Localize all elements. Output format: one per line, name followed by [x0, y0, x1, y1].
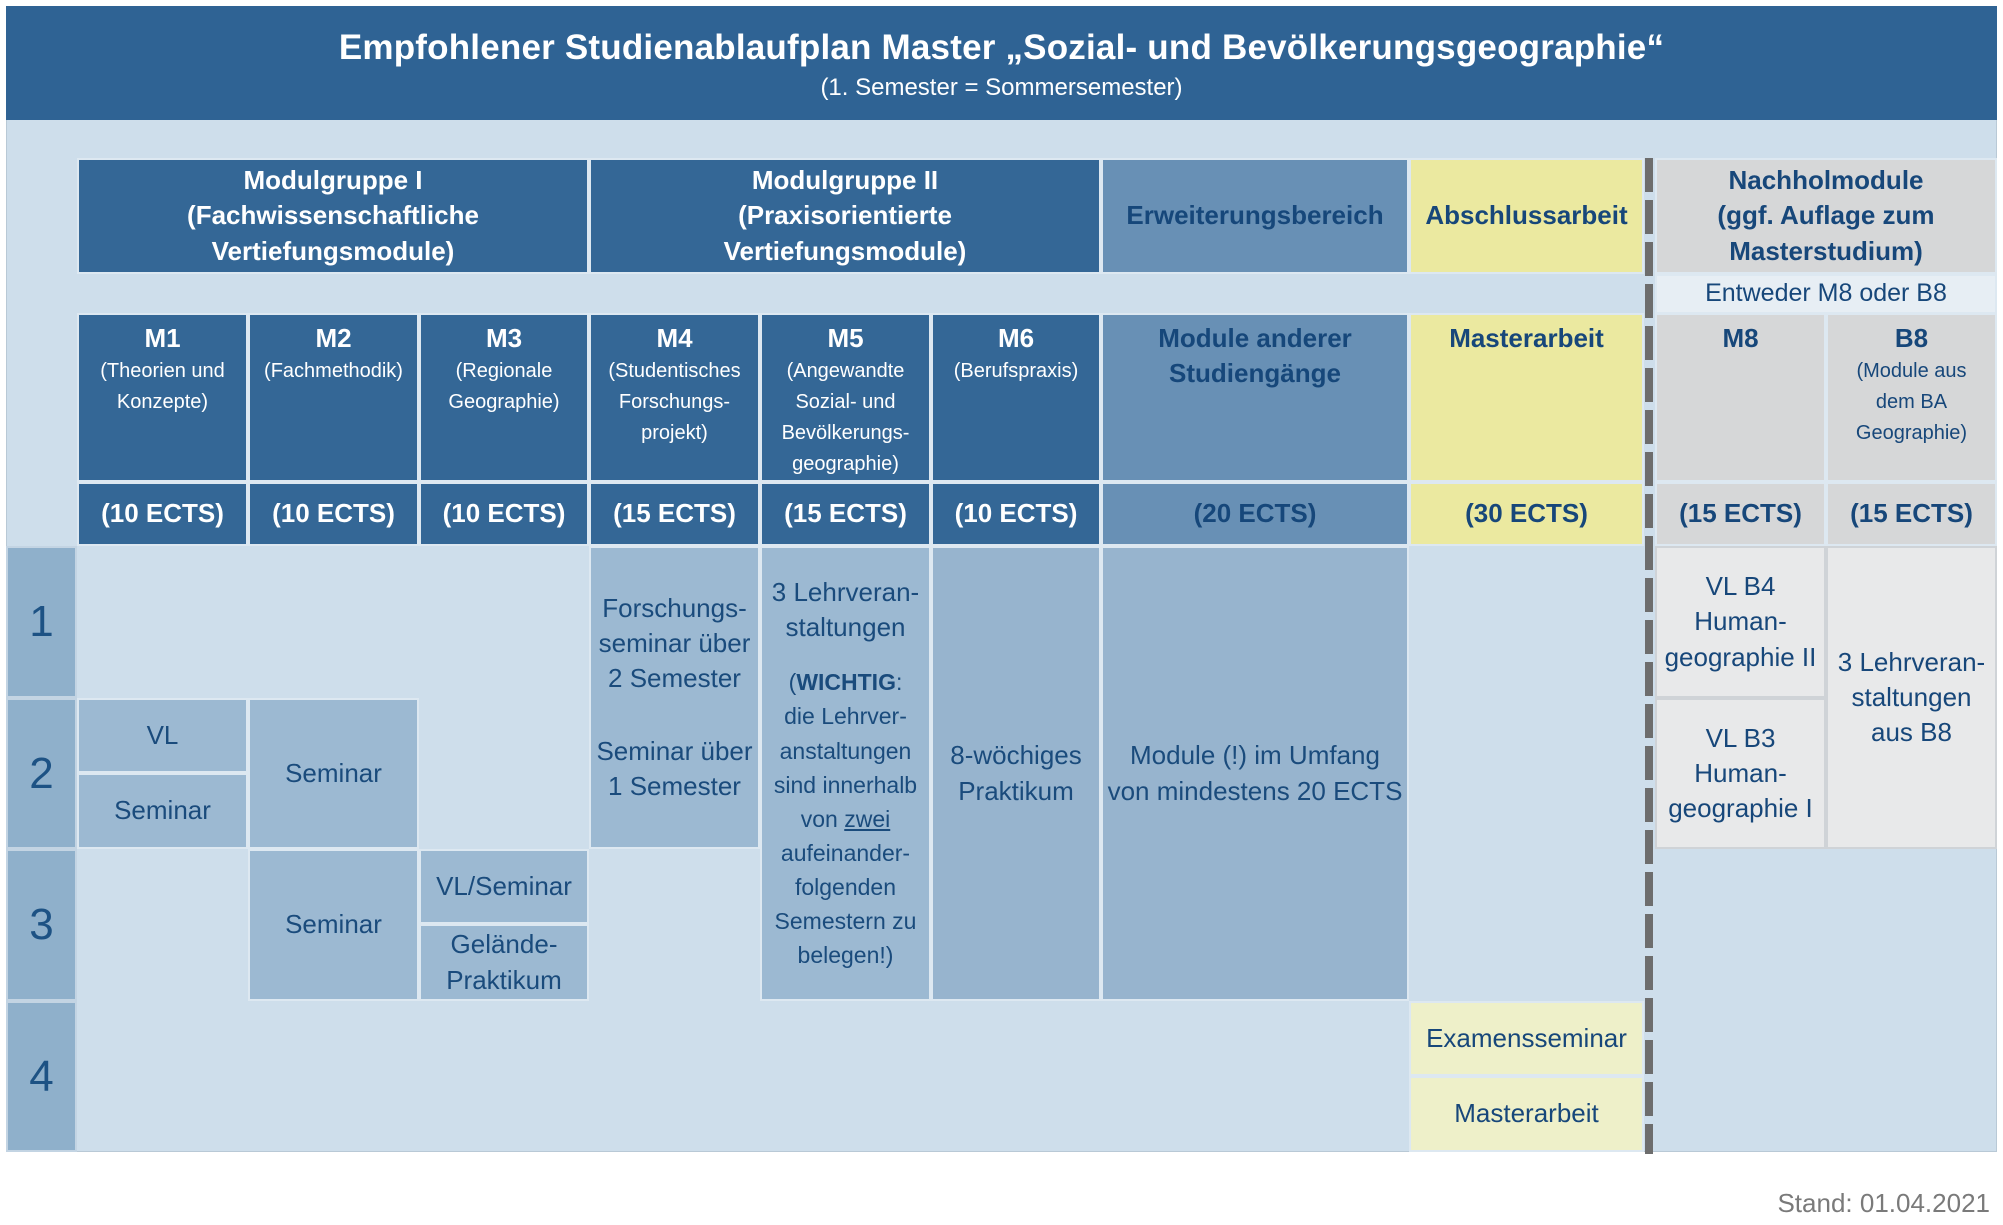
module-desc: (Module aus: [1856, 360, 1967, 383]
dashed-divider: [1645, 158, 1653, 1154]
cell-line: VL B4: [1705, 571, 1776, 602]
cell-line: die Lehrver-: [784, 703, 907, 730]
cell-m4-forschungsseminar: [589, 546, 760, 849]
cell-line: 1 Semester: [608, 771, 741, 802]
module-header-m1: [77, 313, 248, 482]
semester-label-1: 1: [6, 546, 77, 698]
module-header-andere-studiengaenge: [1101, 313, 1409, 482]
cell-line: aufeinander-: [780, 839, 911, 866]
group-header-erweiterungsbereich: [1101, 158, 1409, 274]
header-line: Modulgruppe II: [751, 165, 939, 196]
module-desc: projekt): [641, 422, 708, 445]
cell-line: 3 Lehrveran-: [1837, 646, 1986, 677]
cell-line: 3 Lehrveran-: [771, 577, 920, 608]
ects-m6: (10 ECTS): [931, 482, 1101, 546]
module-desc: Forschungs-: [618, 391, 731, 414]
module-code: M6: [997, 323, 1035, 353]
cell-vl-b3: [1655, 698, 1826, 849]
ects-b8: (15 ECTS): [1826, 482, 1997, 546]
cell-line: Human-: [1694, 606, 1787, 637]
semester-label-3: 3: [6, 849, 77, 1001]
cell-m2-seminar-sem3: Seminar: [248, 849, 419, 1001]
cell-line: staltungen: [1851, 681, 1972, 712]
cell-line: von mindestens 20 ECTS: [1107, 775, 1403, 806]
cell-m6-praktikum: [931, 546, 1101, 1001]
cell-m2-seminar-sem2: Seminar: [248, 698, 419, 849]
header-line: Vertiefungsmodule): [723, 235, 967, 266]
module-header-m8: [1655, 313, 1826, 482]
group-header-nachholmodule: [1655, 158, 1997, 274]
group-header-abschlussarbeit: [1409, 158, 1644, 274]
cell-line: 2 Semester: [608, 662, 741, 693]
page-title: Empfohlener Studienablaufplan Master „Sozial- und Bevölkerungsgeographie“: [338, 28, 1665, 67]
ects-masterarbeit: (30 ECTS): [1409, 482, 1644, 546]
cell-line: [801, 802, 891, 836]
ects-m5: (15 ECTS): [760, 482, 931, 546]
ects-m8: (15 ECTS): [1655, 482, 1826, 546]
cell-line: seminar über: [598, 627, 751, 658]
module-desc: geographie): [792, 453, 899, 476]
ects-m2: (10 ECTS): [248, 482, 419, 546]
title-banner: [6, 6, 1997, 120]
cell-line: staltungen: [785, 612, 906, 643]
header-line: Masterstudium): [1729, 235, 1923, 266]
ects-m4: (15 ECTS): [589, 482, 760, 546]
cell-line: Human-: [1694, 757, 1787, 788]
module-desc: Geographie): [448, 391, 560, 414]
module-code: M8: [1722, 323, 1759, 353]
module-desc: dem BA: [1875, 391, 1948, 414]
cell-m1-vl: VL: [77, 698, 248, 773]
group-header-modulgruppe-1: [77, 158, 589, 274]
module-desc: (Fachmethodik): [264, 360, 403, 383]
ects-m1: (10 ECTS): [77, 482, 248, 546]
module-title: Studiengänge: [1169, 358, 1341, 389]
module-desc: Konzepte): [116, 391, 209, 414]
module-desc: (Berufspraxis): [953, 360, 1079, 383]
cell-line: folgenden: [794, 873, 897, 900]
cell-line: Seminar über: [596, 736, 753, 767]
module-code: M3: [485, 323, 523, 353]
module-header-masterarbeit: [1409, 313, 1644, 482]
cell-line: geographie I: [1668, 793, 1813, 824]
module-desc: Bevölkerungs-: [781, 422, 910, 445]
cell-line: Gelände-: [450, 929, 558, 960]
module-code: M1: [144, 323, 181, 353]
header-line: Abschlussarbeit: [1425, 200, 1628, 231]
page-subtitle: (1. Semester = Sommersemester): [820, 74, 1183, 101]
module-header-m4: [589, 313, 760, 482]
module-desc: (Angewandte: [786, 360, 905, 383]
module-code: M4: [656, 323, 693, 353]
cell-b8-lehrveranstaltungen: [1826, 546, 1997, 849]
cell-line: anstaltungen: [779, 737, 912, 764]
header-line: (Fachwissenschaftliche: [187, 200, 479, 231]
cell-line: (WICHTIG:: [788, 669, 903, 696]
cell-line: VL B3: [1705, 722, 1776, 753]
cell-m5-lehrveranstaltungen: [760, 546, 931, 1001]
header-line: Vertiefungsmodule): [211, 235, 455, 266]
module-header-m3: [419, 313, 589, 482]
cell-line: Module (!) im Umfang: [1130, 740, 1380, 771]
cell-line: aus B8: [1871, 717, 1952, 748]
cell-module-anderer-studiengaenge: [1101, 546, 1409, 1001]
module-title: Masterarbeit: [1449, 323, 1604, 353]
cell-line: sind innerhalb: [773, 771, 918, 798]
module-desc: (Theorien und: [100, 360, 225, 383]
emphasis-zwei: zwei: [844, 805, 891, 832]
group-header-modulgruppe-2: [589, 158, 1101, 274]
module-header-m6: [931, 313, 1101, 482]
cell-vl-b4: [1655, 546, 1826, 698]
module-desc: (Regionale: [455, 360, 553, 383]
cell-masterarbeit: Masterarbeit: [1409, 1076, 1644, 1152]
header-line: Erweiterungsbereich: [1126, 200, 1384, 231]
stand-date: Stand: 01.04.2021: [1777, 1188, 1990, 1218]
cell-examensseminar: Examensseminar: [1409, 1001, 1644, 1076]
header-line: Nachholmodule: [1728, 165, 1924, 196]
ects-m3: (10 ECTS): [419, 482, 589, 546]
cell-m3-gelaendepraktikum: [419, 924, 589, 1001]
module-desc: Sozial- und: [795, 391, 896, 414]
choice-text: Entweder M8 oder B8: [1705, 279, 1947, 308]
cell-line: Semestern zu: [774, 907, 917, 934]
cell-line: Praktikum: [446, 964, 562, 995]
cell-line: belegen!): [797, 941, 894, 968]
module-code: M2: [315, 323, 352, 353]
cell-m1-seminar: Seminar: [77, 773, 248, 849]
module-code: M5: [827, 323, 864, 353]
header-line: (ggf. Auflage zum: [1717, 200, 1935, 231]
semester-label-4: 4: [6, 1001, 77, 1152]
module-desc: Geographie): [1855, 422, 1968, 445]
module-header-b8: [1826, 313, 1997, 482]
important-label: WICHTIG: [796, 669, 896, 696]
cell-word: von: [800, 805, 838, 832]
module-title: Module anderer: [1158, 323, 1352, 353]
cell-line: Forschungs-: [602, 592, 747, 623]
cell-line: geographie II: [1664, 641, 1817, 672]
header-line: Modulgruppe I: [243, 165, 423, 196]
module-header-m2: [248, 313, 419, 482]
cell-line: 8-wöchiges: [950, 740, 1082, 771]
module-desc: (Studentisches: [608, 360, 741, 383]
ects-andere-studiengaenge: (20 ECTS): [1101, 482, 1409, 546]
header-line: (Praxisorientierte: [738, 200, 952, 231]
module-code: B8: [1894, 323, 1929, 353]
choice-note: [1655, 274, 1997, 314]
semester-label-2: 2: [6, 698, 77, 849]
module-header-m5: [760, 313, 931, 482]
cell-line: Praktikum: [958, 775, 1074, 806]
cell-m3-vl-seminar: VL/Seminar: [419, 849, 589, 924]
